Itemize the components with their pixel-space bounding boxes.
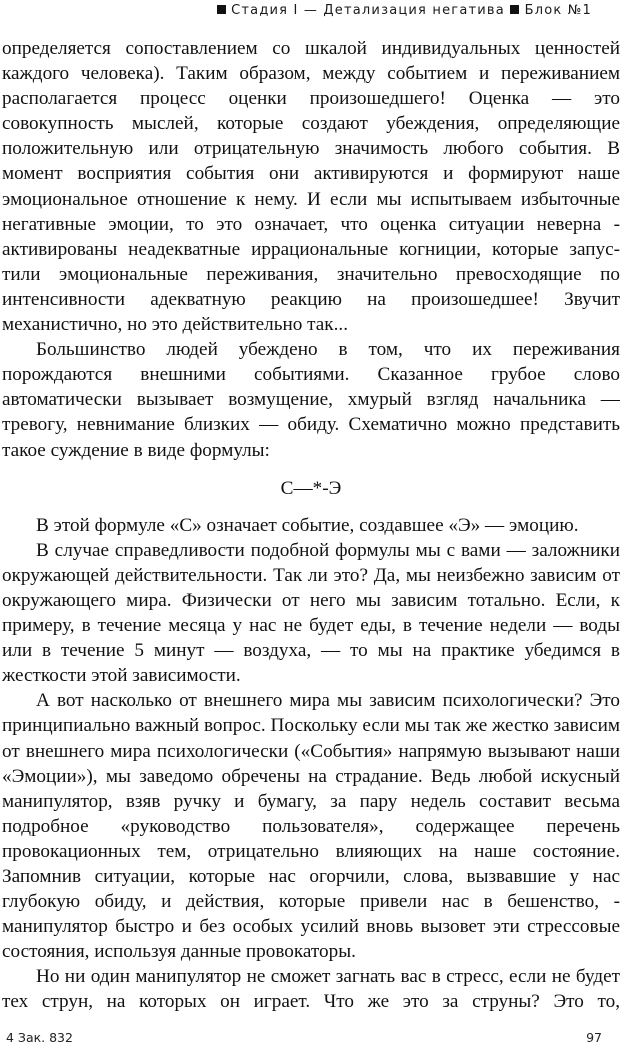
running-header	[217, 3, 592, 18]
square-bullet-icon	[217, 5, 226, 14]
page-number: 97	[586, 1030, 602, 1045]
paragraph: А вот насколько от внешнего мира мы зависим психологически? Это принципиально важный вопрос. Поскольку если мы так же жестко зависим от внешнего мира психологически («События» напрямую вызывают наши «Эмоции»), мы заведомо обречены на страдание. Ведь любой искусный манипулятор, взяв ручку и бумагу, за пару недель составит весьма подробное «руководство пользователя», содержащее перечень провокационных тем, отрицательно влияющих на наше состояние. Запомнив ситуации, которые нас огорчили, слова, вызвавшие у нас глубокую обиду, и действия, которые привели нас в бешенство, - манипулятор быстро и без особых усилий вновь вызовет эти стрессовые состояния, используя данные провокаторы.	[2, 690, 620, 963]
paragraph: Большинство людей убеждено в том, что их переживания порождаются внешними событиями. Сказанное грубое слово автоматически вызывает возмущение, хмурый взгляд начальника — тревогу, невнимание близких — обиду. Схематично можно представить такое суждение в виде формулы:	[2, 339, 620, 461]
signature-mark: 4 Зак. 832	[6, 1030, 73, 1045]
running-title: Стадия I — Детализация негатива	[231, 3, 505, 18]
paragraph: определяется сопоставлением со шкалой индивидуальных ценностей каждого человека). Таким образом, между событием и переживанием располагается процесс оценки произошедшего! Оценка — это совокупность мыслей, которые создают убеждения, определяющие положительную или отрицательную значимость любого события. В момент восприятия события они активируются и формируют наше эмоциональное отношение к нему. И если мы испытываем избыточные негативные эмоции, то это означает, что оценка ситуации неверна - активированы неадекватные иррациональные когниции, которые запустили эмоциональные переживания, значительно превосходящие по интенсивности адекватную реакцию на произошедшее! Звучит механистично, но это действительно так...	[2, 38, 620, 336]
paragraph: Но ни один манипулятор не сможет загнать вас в стресс, если не будет тех струн, на которых он играет. Что же это за струны? Это то,	[2, 966, 620, 1013]
paragraph: В случае справедливости подобной формулы мы с вами — заложники окружающей действительности. Так ли это? Да, мы неизбежно зависим от окружающего мира. Физически от него мы зависим тотально. Если, к примеру, в течение месяца у нас не будет еды, в течение недели — воды или в течение 5 минут — воздуха, — то мы на практике убедимся в жесткости этой зависимости.	[2, 539, 620, 687]
formula: С—*-Э	[280, 477, 342, 499]
paragraph: В этой формуле «С» означает событие, создавшее «Э» — эмоцию.	[36, 514, 579, 536]
square-bullet-icon	[510, 5, 519, 14]
block-label: Блок №1	[524, 3, 592, 18]
body-text	[2, 36, 620, 1015]
